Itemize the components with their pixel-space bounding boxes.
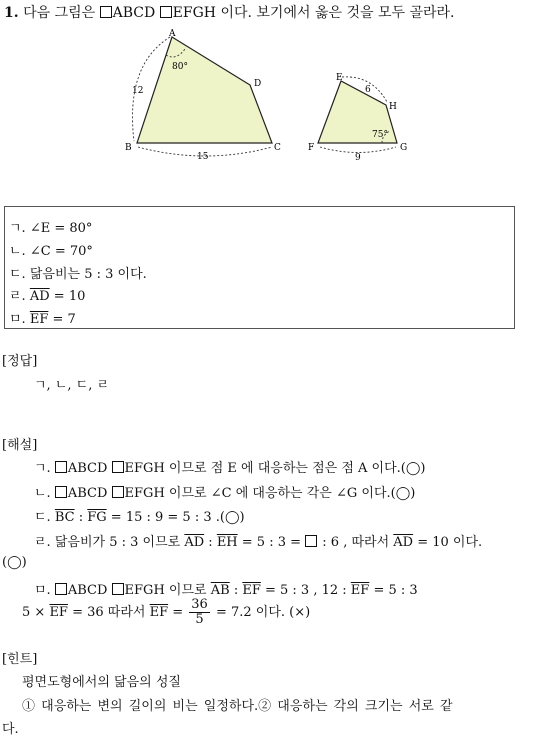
segment-ad: $\overline{AD}$ (29, 289, 50, 304)
line-text: = (168, 605, 188, 620)
blank-box-icon (305, 535, 317, 547)
segment-ad: $\overline{AD}$ (184, 535, 205, 550)
side-ab-label: 12 (132, 86, 144, 96)
explanation-line-3 (34, 506, 245, 525)
option-marker: ㄹ. (9, 289, 26, 304)
shape-name: EFGH (124, 486, 165, 501)
fraction-denominator: 5 (195, 612, 204, 627)
label-d: D (254, 79, 262, 89)
option-text: ∠C = 70° (29, 244, 93, 259)
option-2 (9, 240, 93, 259)
line-text: 5 × (22, 605, 50, 620)
option-1 (9, 217, 92, 236)
answer-text: ㄱ, ㄴ, ㄷ, ㄹ (34, 378, 110, 393)
quadrilateral-abcd (137, 37, 272, 143)
line-text: = 15 : 9 = 5 : 3 .(◯) (106, 510, 245, 525)
side-eh-label: 6 (365, 85, 371, 95)
segment-eh: $\overline{EH}$ (216, 535, 238, 550)
label-c: C (274, 143, 281, 153)
side-bc-label: 15 (197, 152, 209, 162)
explanation-line-1 (34, 457, 426, 476)
figure (110, 25, 430, 165)
line-text: : 6 , 따라서 (318, 535, 394, 550)
option-text: = 10 (49, 289, 86, 304)
explanation-line-4 (34, 531, 482, 550)
square-icon (55, 486, 67, 498)
shape1-name: ABCD (112, 5, 156, 21)
segment-ab: $\overline{AB}$ (210, 583, 230, 598)
option-3 (9, 263, 147, 282)
segment-fg: $\overline{FG}$ (87, 510, 107, 525)
fraction-numerator: 36 (191, 597, 208, 612)
ratio-sep: : (74, 510, 88, 525)
shape-name: ABCD (67, 486, 108, 501)
segment-ad: $\overline{AD}$ (393, 535, 414, 550)
question-text-after: 이다. 보기에서 옳은 것을 모두 골라라. (216, 5, 455, 21)
explanation-line-6 (22, 598, 310, 627)
option-marker: ㄱ. (9, 221, 26, 236)
segment-ef: $\overline{EF}$ (29, 312, 49, 327)
label-b: B (125, 143, 132, 153)
explanation-line-5 (34, 579, 418, 598)
shape-name: ABCD (67, 583, 108, 598)
option-5 (9, 308, 76, 327)
square-icon (55, 461, 67, 473)
option-marker: ㄷ. (9, 267, 26, 282)
question-number: 1. (4, 5, 19, 21)
label-e: E (336, 73, 343, 83)
question-text-before: 다음 그림은 (23, 5, 100, 21)
square-icon (100, 6, 112, 18)
hint-heading: [힌트] (2, 652, 38, 667)
line-marker: ㄴ. (34, 486, 51, 501)
line-text: = 5 : 3 (369, 583, 418, 598)
square-icon (112, 583, 124, 595)
line-text: = 5 : 3 = (237, 535, 306, 550)
option-marker: ㅁ. (9, 312, 26, 327)
label-g: G (400, 143, 408, 153)
line-text: = 5 : 3 , 12 : (260, 583, 351, 598)
explanation-line-4b: (◯) (2, 555, 27, 570)
line-text: = 7.2 이다. (×) (211, 605, 311, 620)
fraction (189, 598, 210, 627)
shape-name: ABCD (67, 461, 108, 476)
line-marker: ㄱ. (34, 461, 51, 476)
hint-title: 평면도형에서의 닮음의 성질 (22, 675, 181, 690)
segment-ef: $\overline{EF}$ (49, 605, 68, 620)
option-4 (9, 285, 85, 304)
label-f: F (308, 143, 315, 153)
angle-a-label: 80° (172, 62, 188, 72)
line-marker: ㄷ. (34, 510, 51, 525)
option-text: ∠E = 80° (29, 221, 93, 236)
side-fg-label: 9 (355, 153, 361, 163)
option-text: = 7 (48, 312, 76, 327)
line-marker: ㅁ. (34, 583, 51, 598)
answer-heading: [정답] (2, 354, 38, 369)
line-text: = 36 따라서 (67, 605, 150, 620)
segment-ef: $\overline{EF}$ (242, 583, 261, 598)
label-h: H (389, 102, 397, 112)
arc-fg (320, 147, 396, 153)
square-icon (112, 486, 124, 498)
line-text: = 10 이다. (413, 535, 483, 550)
angle-g-label: 75° (372, 130, 388, 140)
square-icon (112, 461, 124, 473)
line-text: 이므로 (164, 583, 211, 598)
hint-line-1: ① 대응하는 변의 길이의 비는 일정하다.② 대응하는 각의 크기는 서로 같 (22, 699, 453, 714)
option-marker: ㄴ. (9, 244, 26, 259)
shape-name: EFGH (124, 461, 165, 476)
explanation-heading: [해설] (2, 438, 38, 453)
line-text: 닮음비가 5 : 3 이므로 (54, 535, 185, 550)
segment-bc: $\overline{BC}$ (54, 510, 75, 525)
label-a: A (169, 29, 176, 39)
shape2-name: EFGH (172, 5, 216, 21)
line-text: 이므로 점 E 에 대응하는 점은 점 A 이다.(◯) (164, 461, 426, 476)
ratio-sep: : (204, 535, 217, 550)
segment-ef: $\overline{EF}$ (149, 605, 169, 620)
line-marker: ㄹ. (34, 535, 51, 550)
segment-ef: $\overline{EF}$ (350, 583, 370, 598)
square-icon (55, 583, 67, 595)
hint-line-2: 다. (2, 722, 19, 737)
line-text: 이므로 ∠C 에 대응하는 각은 ∠G 이다.(◯) (164, 486, 416, 501)
ratio-sep: : (229, 583, 243, 598)
option-text: 닮음비는 5 : 3 이다. (29, 267, 147, 282)
square-icon (160, 6, 172, 18)
shape-name: EFGH (124, 583, 165, 598)
question-line (4, 2, 454, 22)
explanation-line-2 (34, 482, 415, 501)
